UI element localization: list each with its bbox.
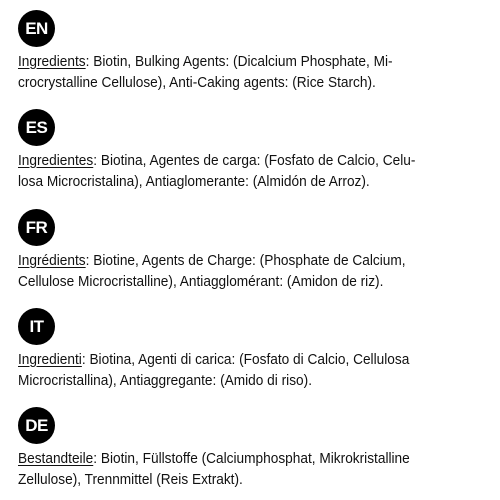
ingredients-line1-en: : Biotin, Bulking Agents: (Dicalcium Phosphate, Mi-: [85, 53, 393, 70]
ingredients-line2-it: Microcristallina), Antiaggregante: (Amido di riso).: [18, 372, 313, 389]
ingredients-label-it: Ingredienti: [18, 351, 82, 368]
section-de: [18, 407, 488, 490]
section-fr: [18, 209, 488, 292]
language-badge-en: EN: [18, 10, 55, 47]
section-en: [18, 10, 488, 93]
language-badge-es: ES: [18, 109, 55, 146]
ingredients-line1-fr: : Biotine, Agents de Charge: (Phosphate de Calcium,: [85, 252, 406, 269]
section-es: [18, 109, 488, 192]
ingredients-text-es: [18, 150, 488, 192]
ingredients-label-en: Ingredients: [18, 53, 86, 70]
ingredients-text-en: [18, 51, 488, 93]
language-badge-it: IT: [18, 308, 55, 345]
ingredients-label-es: Ingredientes: [18, 152, 94, 169]
ingredients-line2-es: losa Microcristalina), Antiaglomerante: (Almidón de Arroz).: [18, 173, 370, 190]
language-badge-fr: FR: [18, 209, 55, 246]
ingredients-line1-es: : Biotina, Agentes de carga: (Fosfato de Calcio, Celu-: [93, 152, 416, 169]
ingredients-line2-de: Zellulose), Trennmittel (Reis Extrakt).: [18, 471, 243, 488]
section-it: [18, 308, 488, 391]
ingredients-line2-fr: Cellulose Microcristalline), Antiagglomérant: (Amidon de riz).: [18, 273, 384, 290]
ingredients-line1-de: : Biotin, Füllstoffe (Calciumphosphat, Mikrokristalline: [93, 450, 410, 467]
ingredients-text-it: [18, 349, 488, 391]
ingredients-text-fr: [18, 250, 488, 292]
ingredients-label-fr: Ingrédients: [18, 252, 86, 269]
language-badge-de: DE: [18, 407, 55, 444]
ingredients-label-de: Bestandteile: [18, 450, 94, 467]
ingredients-text-de: [18, 448, 488, 490]
ingredients-line1-it: : Biotina, Agenti di carica: (Fosfato di Calcio, Cellulosa: [81, 351, 410, 368]
ingredients-line2-en: crocrystalline Cellulose), Anti-Caking agents: (Rice Starch).: [18, 74, 376, 91]
